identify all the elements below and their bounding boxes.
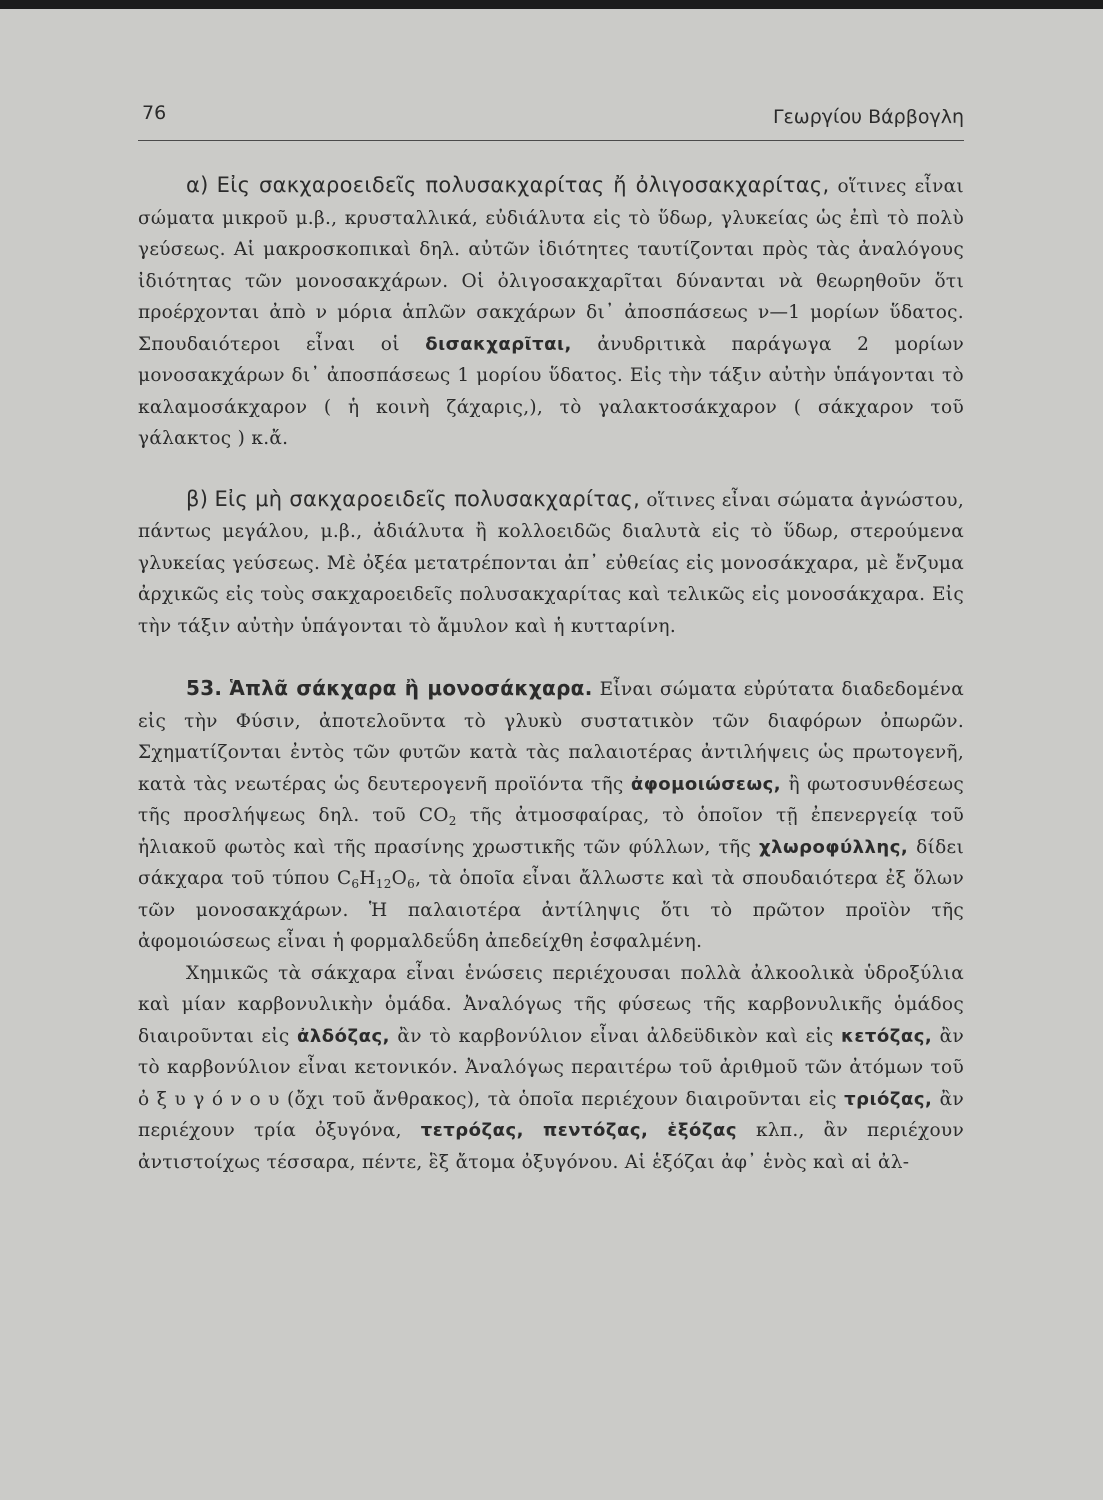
term-assimilation: ἀφομοιώσεως,	[630, 773, 782, 795]
co2-subscript: 2	[448, 814, 457, 828]
running-title: Γεωργίου Βάρβογλη	[772, 106, 964, 128]
section-title: Ἁπλᾶ σάκχαρα ἢ μονοσάκχαρα.	[229, 676, 593, 700]
chem-text-4: ἂν περιέχουν τρία ὀξυγόνα,	[138, 1088, 965, 1141]
beta-lead: Εἰς μὴ σακχαροειδεῖς πολυσακχαρίτας,	[214, 486, 641, 511]
term-tetroses: τετρόζας,	[420, 1120, 525, 1141]
paragraph-alpha	[138, 170, 964, 455]
alpha-text-1: οἵτινες εἶναι σώματα μικροῦ μ.β., κρυσταλλικά, εὐδιάλυτα εἰς τὸ ὕδωρ, γλυκείας ὡς ἐπὶ τὸ πολὺ γεύσεως. Αἱ μακροσκοπικαὶ δηλ. αὐτῶν ἰδιότητες ταυτίζονται πρὸς τὰς ἀναλόγους ἰδιότητας τῶν μονοσακχάρων. Οἱ ὀλιγοσακχαρῖται δύνανται νὰ θεωρηθοῦν ὅτι προέρχονται ἀπὸ ν μόρια ἁπλῶν σακχάρων δι᾽ ἀποσπάσεως ν—1 μορίων ὕδατος. Σπουδαιότεροι εἶναι οἱ	[138, 176, 964, 355]
section-text-1: Εἶναι σώματα εὐρύτατα διαδεδομένα εἰς τὴν Φύσιν, ἀποτελοῦντα τὸ γλυκὺ συστατικὸν τῶν διαφόρων ὀπωρῶν. Σχηματίζονται ἐντὸς τῶν φυτῶν κατὰ τὰς παλαιοτέρας ἀντιλήψεις ὡς πρωτογενῆ, κατὰ τὰς νεωτέρας ὡς δευτερογενῆ προϊόντα τῆς	[138, 679, 965, 795]
section-text-2: ἢ φωτοσυνθέσεως τῆς προσλήψεως δηλ. τοῦ CO	[138, 773, 964, 826]
term-disaccharides: δισακχαρῖται,	[425, 333, 572, 355]
formula-o: O	[391, 868, 408, 889]
term-hexoses: ἑξόζας	[667, 1120, 738, 1141]
formula-o-subscript: 6	[407, 877, 416, 891]
term-trioses: τριόζας,	[844, 1088, 933, 1110]
term-aldoses: ἀλδόζας,	[296, 1025, 390, 1047]
section-text-4: δίδει σάκχαρα τοῦ τύπου C	[138, 836, 964, 889]
beta-label: β)	[186, 486, 209, 511]
beta-text: οἵτινες εἶναι σώματα ἀγνώστου, πάντως μεγάλου, μ.β., ἀδιάλυτα ἢ κολλοειδῶς διαλυτὰ εἰς τὸ ὕδωρ, στερούμενα γλυκείας γεύσεως. Μὲ ὀξέα μετατρέπονται ἀπ᾽ εὐθείας εἰς μονοσάκχαρα, μὲ ἔνζυμα ἀρχικῶς εἰς τοὺς σακχαροειδεῖς πολυσακχαρίτας καὶ τελικῶς εἰς μονοσάκχαρα. Εἰς τὴν τάξιν αὐτὴν ὑπάγονται τὸ ἄμυλον καὶ ἡ κυτταρίνη.	[138, 489, 965, 637]
alpha-lead: Εἰς σακχαροειδεῖς πολυσακχαρίτας ἤ ὀλιγοσακχαρίτας,	[216, 173, 830, 197]
page-number: 76	[142, 102, 167, 124]
term-chlorophyll: χλωροφύλλης,	[759, 836, 909, 858]
chem-text-2: ἂν τὸ καρβονύλιον εἶναι ἀλδεϋδικὸν καὶ εἰς	[397, 1025, 834, 1047]
term-pentoses: πεντόζας,	[542, 1120, 649, 1141]
chem-text-3: ἂν τὸ καρβονύλιον εἶναι κετονικόν. Ἀναλόγως περαιτέρω τοῦ ἀριθμοῦ τῶν ἀτόμων τοῦ ὀ ξ υ γ ό ν ο υ (ὄχι τοῦ ἄνθρακος), τὰ ὁποῖα περιέχουν διαιροῦνται εἰς	[138, 1025, 965, 1110]
page-header	[138, 98, 964, 142]
chem-text-1: Χημικῶς τὰ σάκχαρα εἶναι ἑνώσεις περιέχουσαι πολλὰ ἀλκοολικὰ ὑδροξύλια καὶ μίαν καρβονυλικὴν ὁμάδα. Ἀναλόγως τῆς φύσεως τῆς καρβονυλικῆς ὁμάδος διαιροῦνται εἰς	[138, 962, 964, 1047]
term-ketoses: κετόζας,	[841, 1025, 933, 1047]
chem-text-5: κλπ., ἂν περιέχουν ἀντιστοίχως τέσσαρα, πέντε, ἓξ ἄτομα ὀξυγόνου. Αἱ ἑξόζαι ἀφ᾽ ἑνὸς καὶ αἱ ἀλ-	[138, 1120, 964, 1173]
formula-h: H	[359, 868, 376, 889]
formula-h-subscript: 12	[375, 877, 392, 891]
section-text-5: , τὰ ὁποῖα εἶναι ἄλλωστε καὶ τὰ σπουδαιότερα ἐξ ὅλων τῶν μονοσακχάρων. Ἡ παλαιοτέρα ἀντίληψις ὅτι τὸ πρῶτον προϊὸν τῆς ἀφομοιώσεως εἶναι ἡ φορμαλδεΰδη ἀπεδείχθη ἐσφαλμένη.	[138, 868, 964, 952]
scan-top-edge	[0, 0, 1103, 9]
section-text-3: τῆς ἀτμοσφαίρας, τὸ ὁποῖον τῇ ἐπενεργείᾳ τοῦ ἡλιακοῦ φωτὸς καὶ τῆς πρασίνης χρωστικῆς τῶν φύλλων, τῆς	[138, 805, 965, 858]
section-number: 53.	[186, 676, 223, 700]
paragraph-beta	[138, 484, 964, 643]
alpha-label: α)	[186, 173, 209, 197]
formula-c-subscript: 6	[351, 877, 360, 891]
paragraph-chemistry	[138, 958, 964, 1179]
page-body	[138, 170, 964, 1178]
header-rule	[138, 140, 964, 141]
section-53	[138, 673, 964, 958]
alpha-text-2: ἀνυδριτικὰ παράγωγα 2 μορίων μονοσακχάρων δι᾽ ἀποσπάσεως 1 μορίου ὕδατος. Εἰς τὴν τάξιν αὐτὴν ὑπάγονται τὸ καλαμοσάκχαρον ( ἡ κοινὴ ζάχαρις,), τὸ γαλακτοσάκχαρον ( σάκχαρον τοῦ γάλακτος ) κ.ἄ.	[138, 333, 965, 449]
